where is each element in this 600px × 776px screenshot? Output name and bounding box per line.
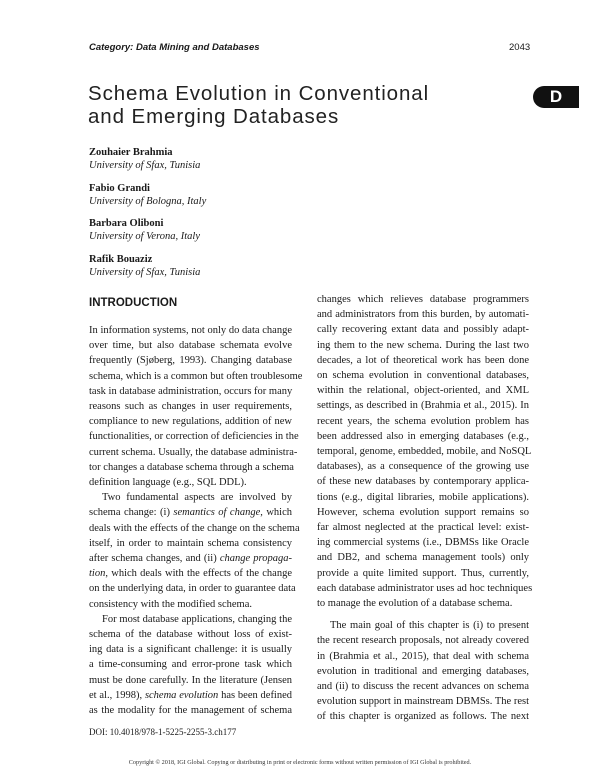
text-line: tor changes a database schema through a schema: [89, 461, 294, 473]
text-line: the recent research proposals, not already covered: [317, 635, 529, 647]
text-run: after schema changes, and (ii): [89, 553, 220, 565]
author-affiliation: University of Sfax, Tunisia: [89, 267, 201, 278]
author-affiliation: University of Sfax, Tunisia: [89, 160, 201, 171]
text-line: evolution support in mainstream DBMSs. The rest: [317, 696, 529, 708]
text-line: itself, in order to maintain schema consistency: [89, 537, 292, 549]
text-line: recent years, the schema evolution problem has: [317, 415, 529, 427]
title-line-2: and Emerging Databases: [88, 105, 340, 128]
text-line: [89, 566, 292, 581]
text-line: cally recovering extant data and possibly adapt-: [317, 324, 529, 336]
text-line: reasons such as changes in user requirements,: [89, 401, 292, 413]
text-line: ing data is a significant challenge: it is usually: [89, 644, 292, 656]
text-line: tions (e.g., digital libraries, mobile applications).: [317, 491, 529, 503]
text-line: [89, 505, 292, 520]
text-line: frequently (Sjøberg, 1993). Changing database: [89, 355, 292, 367]
author-block: [89, 253, 349, 279]
paragraph: [89, 612, 292, 718]
text-line: [89, 551, 292, 566]
text-line: over time, but also database schemata evolve: [89, 340, 292, 352]
author-name: Barbara Oliboni: [89, 218, 164, 229]
text-line: Two fundamental aspects are involved by: [102, 492, 292, 504]
text-line: databases), as a consequence of the growing use: [317, 461, 529, 473]
section-letter-tab: [533, 86, 579, 108]
text-line: must be done carefully. In the literature (Jensen: [89, 674, 292, 686]
text-line: provide a quite limited support. Thus, currently,: [317, 567, 529, 579]
text-line: of these new databases by contemporary applica-: [317, 476, 529, 488]
text-line: For most database applications, changing the: [102, 613, 292, 625]
text-line: far almost neglected at the practical level: exist-: [317, 522, 529, 534]
text-line: definition language (e.g., SQL DDL).: [89, 477, 247, 489]
section-heading: INTRODUCTION: [89, 297, 178, 309]
author-name: Rafik Bouaziz: [89, 254, 153, 265]
chapter-title: [88, 82, 488, 128]
text-line: The main goal of this chapter is (i) to present: [330, 620, 529, 632]
right-column: [317, 292, 533, 725]
text-line: schema of the database without loss of exist-: [89, 629, 292, 641]
text-line: In information systems, not only do data change: [89, 325, 292, 336]
text-line: as the modality for the management of schema: [89, 705, 292, 717]
text-line: consistency with the modified schema.: [89, 598, 253, 610]
text-line: deals with the effects of the change on the schema: [89, 522, 300, 534]
text-line: on schema evolution in conventional databases,: [317, 370, 529, 382]
text-line: compliance to new regulations, addition of new: [89, 416, 292, 428]
text-line: ing commercial systems (i.e., DBMSs like Oracle: [317, 537, 529, 549]
title-line-1: Schema Evolution in Conventional: [88, 82, 430, 105]
text-line: changes which relieves database programmers: [317, 294, 529, 305]
page-number: 2043: [509, 42, 531, 53]
text-run: , which deals with the effects of the change: [105, 568, 292, 580]
text-run: has been defined: [218, 689, 293, 701]
text-line: to manage the evolution of a database schema.: [317, 598, 513, 610]
author-block: [89, 182, 349, 208]
text-run: schema change: (i): [89, 507, 174, 519]
text-line: ing them to the new schema. During the last two: [317, 339, 529, 351]
text-line: evolution in traditional and emerging databases,: [317, 665, 529, 677]
text-line: [89, 688, 292, 703]
paragraph: [89, 323, 303, 490]
text-line: task in database administration, occurs for many: [89, 385, 293, 397]
text-line: within the relational, object-oriented, and XML: [317, 385, 529, 397]
text-line: on the underlying data, in order to guarantee data: [89, 583, 296, 595]
text-line: settings, as described in (Brahmia et al., 2015). In: [317, 400, 529, 412]
section-letter: D: [549, 87, 563, 106]
author-name: Fabio Grandi: [89, 183, 150, 194]
text-line: of this chapter is organized as follows. The next: [317, 711, 529, 723]
text-line: functionalities, or correction of deficiencies in the: [89, 431, 299, 443]
emphasis: semantics of change: [173, 507, 261, 519]
text-line: each database administrator uses ad hoc techniques: [317, 582, 533, 594]
text-run: et al., 1998),: [89, 689, 145, 701]
author-block: [89, 217, 349, 243]
emphasis: change propaga-: [219, 553, 292, 565]
paragraph: [89, 490, 300, 612]
text-line: and administrators from this burden, by automati-: [317, 309, 529, 321]
text-line: and DB2, and schema management tools) only: [317, 552, 529, 564]
text-line: in (Brahmia et al., 2015), that deal with schema: [317, 650, 529, 662]
text-line: temporal, genome, embedded, mobile, and NoSQL: [317, 446, 532, 458]
text-line: current schema. Usually, the database administra-: [89, 446, 298, 458]
author-name: Zouhaier Brahmia: [89, 147, 173, 158]
author-block: [89, 146, 349, 172]
text-line: However, schema evolution support remains so: [317, 506, 529, 518]
emphasis: schema evolution: [144, 689, 219, 701]
emphasis: tion: [89, 568, 106, 580]
doi-footer: DOI: 10.4018/978-1-5225-2255-3.ch177: [89, 727, 237, 737]
text-line: decades, a lot of theoretical work has been done: [317, 354, 529, 366]
text-run: , which: [260, 507, 292, 519]
left-column: [89, 323, 303, 718]
text-line: a time-consuming and error-prone task which: [89, 659, 292, 671]
text-line: and (ii) to discuss the recent advances on schema: [317, 681, 529, 693]
text-line: been addressed also in emerging databases (e.g.,: [317, 430, 529, 442]
copyright-notice: Copyright © 2018, IGI Global. Copying or distributing in print or electronic forms without written permission of IGI Global is prohibited.: [128, 759, 472, 766]
text-line: schema, which is a common but often troublesome: [89, 370, 303, 382]
category-header: Category: Data Mining and Databases: [89, 42, 260, 53]
author-affiliation: University of Bologna, Italy: [89, 196, 207, 207]
paragraph: [317, 292, 533, 611]
author-affiliation: University of Verona, Italy: [89, 231, 201, 242]
paragraph: [317, 618, 529, 724]
